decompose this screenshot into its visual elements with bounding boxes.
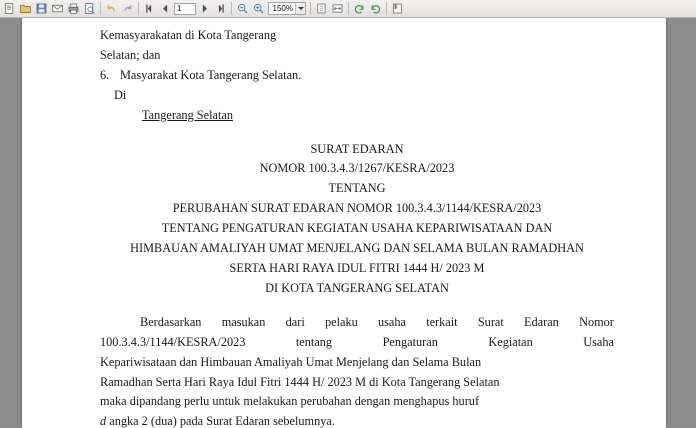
body-line-1 [100, 313, 614, 333]
zoom-level-value: 150% [272, 4, 293, 13]
body-word: pelaku [324, 314, 358, 329]
body-line-2 [100, 333, 614, 353]
page-content [22, 18, 666, 428]
document-title: SURAT EDARAN [310, 141, 404, 156]
bookmark-icon[interactable] [390, 1, 405, 16]
body-word: dari [285, 314, 305, 329]
body-word: Berdasarkan [140, 314, 202, 329]
body-word: Usaha [583, 334, 614, 349]
top-text-line-2: Selatan; dan [100, 47, 161, 62]
body-word: 100.3.4.3/1144/KESRA/2023 [100, 334, 246, 349]
zoom-level-select[interactable] [268, 2, 306, 15]
print-preview-icon[interactable] [82, 1, 97, 16]
body-line-6 [100, 412, 614, 428]
fit-width-icon[interactable] [330, 1, 345, 16]
toolbar-separator [386, 2, 387, 15]
body-italic-letter: d [100, 414, 107, 428]
body-word: Surat [477, 314, 504, 329]
subject-line-2: TENTANG PENGATURAN KEGIATAN USAHA KEPARIWISATAAN DAN [161, 221, 553, 236]
body-word: Edaran [524, 314, 559, 329]
body-word: usaha [377, 314, 406, 329]
place-name: Tangerang Selatan [142, 107, 233, 122]
undo-icon[interactable] [104, 1, 119, 16]
rotate-right-icon[interactable] [368, 1, 383, 16]
body-word: masukan [221, 314, 266, 329]
body-word: terkait [426, 314, 458, 329]
toolbar-separator [348, 2, 349, 15]
print-icon[interactable] [66, 1, 81, 16]
open-folder-icon[interactable] [18, 1, 33, 16]
toolbar-separator [231, 2, 232, 15]
document-page [22, 18, 666, 428]
list-item [100, 66, 614, 86]
first-page-icon[interactable] [142, 1, 157, 16]
save-icon[interactable] [34, 1, 49, 16]
document-viewport[interactable] [0, 18, 696, 428]
body-line-5: maka dipandang perlu untuk melakukan perubahan dengan menghapus huruf [100, 394, 480, 409]
redo-icon[interactable] [120, 1, 135, 16]
document-number: NOMOR 100.3.4.3/1267/KESRA/2023 [259, 161, 455, 176]
di-label: Di [114, 87, 127, 102]
next-page-icon[interactable] [197, 1, 212, 16]
previous-page-icon[interactable] [158, 1, 173, 16]
rotate-left-icon[interactable] [352, 1, 367, 16]
chevron-down-icon[interactable] [295, 3, 305, 14]
body-word: Pengaturan [382, 334, 438, 349]
top-text-line-1-text: Kemasyarakatan di Kota Tangerang [100, 28, 277, 42]
list-item-number: 6. [100, 67, 110, 82]
toolbar [0, 0, 696, 18]
zoom-in-icon[interactable] [251, 1, 266, 16]
fit-page-icon[interactable] [314, 1, 329, 16]
toolbar-separator [138, 2, 139, 15]
spacer [100, 299, 614, 313]
toolbar-separator [310, 2, 311, 15]
subject-line-3: HIMBAUAN AMALIYAH UMAT MENJELANG DAN SELAMA BULAN RAMADHAN [130, 241, 584, 256]
new-document-icon[interactable] [2, 1, 17, 16]
body-word: tentang [295, 334, 333, 349]
subject-line-4: SERTA HARI RAYA IDUL FITRI 1444 H/ 2023 M [229, 260, 485, 275]
body-word: Kegiatan [488, 334, 533, 349]
spacer [100, 126, 614, 140]
page-number-input[interactable] [174, 3, 196, 15]
tentang-label: TENTANG [328, 181, 386, 196]
body-word: Nomor [579, 314, 614, 329]
subject-line-5: DI KOTA TANGERANG SELATAN [265, 280, 449, 295]
body-line-6-rest: angka 2 (dua) pada Surat Edaran sebelumnya. [109, 414, 335, 428]
zoom-out-icon[interactable] [235, 1, 250, 16]
body-line-3: Kepariwisataan dan Himbauan Amaliyah Umat Menjelang dan Selama Bulan [100, 354, 482, 369]
list-item-label: Masyarakat Kota Tangerang Selatan. [120, 67, 302, 82]
last-page-icon[interactable] [213, 1, 228, 16]
subject-line-1: PERUBAHAN SURAT EDARAN NOMOR 100.3.4.3/1144/KESRA/2023 [172, 201, 542, 216]
top-text-line-1 [100, 26, 614, 46]
body-line-4: Ramadhan Serta Hari Raya Idul Fitri 1444 H/ 2023 M di Kota Tangerang Selatan [100, 374, 500, 389]
email-icon[interactable] [50, 1, 65, 16]
toolbar-separator [100, 2, 101, 15]
